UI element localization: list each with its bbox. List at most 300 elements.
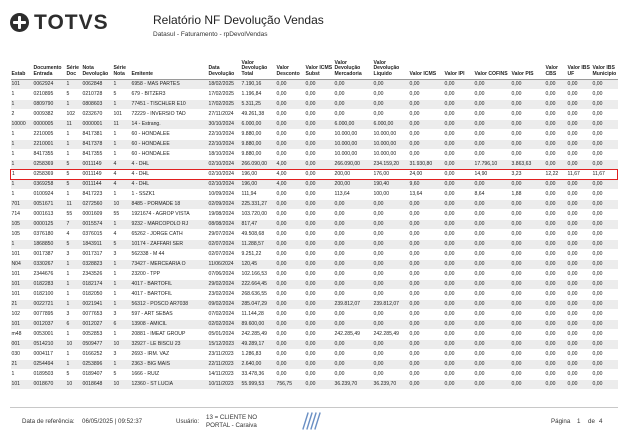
table-cell: 0,00 bbox=[409, 339, 444, 349]
table-cell: 0,00 bbox=[305, 339, 334, 349]
table-cell: 0,00 bbox=[592, 379, 618, 389]
table-row bbox=[11, 189, 618, 199]
table-cell: 1 bbox=[113, 259, 131, 269]
table-cell: 20881 - IMEAT GROUP bbox=[131, 329, 208, 339]
table-cell: 0,00 bbox=[409, 379, 444, 389]
table-cell: 266.090,00 bbox=[334, 159, 373, 169]
table-cell: 0,00 bbox=[444, 369, 474, 379]
table-cell: 0,00 bbox=[567, 379, 592, 389]
table-cell: 1 bbox=[113, 329, 131, 339]
table-cell: 0,00 bbox=[276, 289, 305, 299]
table-cell: 0,00 bbox=[511, 219, 545, 229]
table-row bbox=[11, 129, 618, 139]
table-cell: 0,00 bbox=[545, 339, 567, 349]
table-cell: 32927 - LE BISCU 23 bbox=[131, 339, 208, 349]
table-cell: 0376180 bbox=[33, 229, 66, 239]
table-cell: 0,00 bbox=[567, 89, 592, 99]
table-cell: 0,00 bbox=[545, 219, 567, 229]
table-cell: 0,00 bbox=[334, 249, 373, 259]
table-cell: 0,00 bbox=[444, 149, 474, 159]
table-cell: 36.239,70 bbox=[334, 379, 373, 389]
table-cell: 239.812,07 bbox=[334, 299, 373, 309]
column-header: Documento Entrada bbox=[33, 52, 66, 79]
table-cell: 0,00 bbox=[474, 359, 511, 369]
table-cell: 0017387 bbox=[33, 249, 66, 259]
table-cell: 1 bbox=[66, 189, 82, 199]
table-cell: 102.166,53 bbox=[241, 269, 276, 279]
table-cell: 0015574 bbox=[82, 219, 113, 229]
table-cell: 4,00 bbox=[276, 169, 305, 179]
table-cell: 0,00 bbox=[409, 239, 444, 249]
table-cell: 0,00 bbox=[592, 279, 618, 289]
table-cell: 0,00 bbox=[474, 79, 511, 89]
table-cell: 0,00 bbox=[305, 189, 334, 199]
table-row bbox=[11, 349, 618, 359]
reference-date-label: Data de referência: bbox=[22, 418, 75, 425]
table-cell: 0,00 bbox=[373, 219, 409, 229]
table-cell: 0,00 bbox=[545, 369, 567, 379]
table-cell: 55 bbox=[66, 209, 82, 219]
table-cell: 0,00 bbox=[511, 309, 545, 319]
table-cell: 0,00 bbox=[545, 329, 567, 339]
table-cell: 0,00 bbox=[511, 99, 545, 109]
table-cell: 0,00 bbox=[444, 169, 474, 179]
table-cell: 2210005 bbox=[33, 129, 66, 139]
table-cell: 0,00 bbox=[334, 269, 373, 279]
table-cell: 0,00 bbox=[334, 79, 373, 89]
table-row bbox=[11, 119, 618, 129]
column-header: Valor PIS bbox=[511, 52, 545, 79]
table-cell: 0052853 bbox=[82, 329, 113, 339]
table-cell: 4 bbox=[113, 229, 131, 239]
table-cell: 0,00 bbox=[511, 329, 545, 339]
table-cell: 0062848 bbox=[82, 79, 113, 89]
table-cell: 0,00 bbox=[334, 259, 373, 269]
table-cell: 0,00 bbox=[334, 239, 373, 249]
table-cell: 0,00 bbox=[305, 289, 334, 299]
table-cell: 176,00 bbox=[373, 169, 409, 179]
table-cell: 0,00 bbox=[305, 129, 334, 139]
table-cell: 0,00 bbox=[511, 149, 545, 159]
table-cell: 0,00 bbox=[334, 99, 373, 109]
table-cell: 02/07/2024 bbox=[208, 239, 241, 249]
table-cell: 30/10/2024 bbox=[208, 119, 241, 129]
table-cell: 0,00 bbox=[545, 159, 567, 169]
table-cell: 0,00 bbox=[444, 219, 474, 229]
table-cell: 0,00 bbox=[276, 79, 305, 89]
page-total: 4 bbox=[599, 418, 603, 425]
table-cell: 13908 - AMICIL bbox=[131, 319, 208, 329]
table-cell: 0077895 bbox=[33, 309, 66, 319]
table-cell: 10 bbox=[113, 199, 131, 209]
table-cell: 0,00 bbox=[305, 369, 334, 379]
table-cell: 0,00 bbox=[567, 279, 592, 289]
table-cell: 0,00 bbox=[511, 359, 545, 369]
table-cell: 1 bbox=[66, 289, 82, 299]
table-cell: 266.090,00 bbox=[241, 159, 276, 169]
table-cell: 0,00 bbox=[592, 269, 618, 279]
table-cell: 0,00 bbox=[592, 99, 618, 109]
table-cell: 02/10/2024 bbox=[208, 159, 241, 169]
table-cell: 0,00 bbox=[409, 369, 444, 379]
table-cell: 0,00 bbox=[511, 129, 545, 139]
table-cell: 14/11/2023 bbox=[208, 369, 241, 379]
table-cell: 2363 - BIG MAIS bbox=[131, 359, 208, 369]
table-cell: 0,00 bbox=[373, 339, 409, 349]
table-cell: 8417378 bbox=[82, 139, 113, 149]
table-cell: 11.144,28 bbox=[241, 309, 276, 319]
table-cell: 1666 - RUIZ bbox=[131, 369, 208, 379]
table-cell: 0,00 bbox=[276, 259, 305, 269]
table-cell: 0,00 bbox=[592, 349, 618, 359]
column-header: Valor Devolução Total bbox=[241, 52, 276, 79]
table-cell: 11/06/2024 bbox=[208, 259, 241, 269]
table-cell: 0,00 bbox=[567, 249, 592, 259]
table-cell: 0,00 bbox=[545, 139, 567, 149]
table-cell: 0,00 bbox=[511, 119, 545, 129]
table-cell: 0,00 bbox=[511, 249, 545, 259]
table-cell: 1 bbox=[66, 269, 82, 279]
table-cell: 0,00 bbox=[545, 269, 567, 279]
table-cell: 0,00 bbox=[567, 239, 592, 249]
table-cell: 0,00 bbox=[592, 219, 618, 229]
table-cell: 1 bbox=[11, 239, 33, 249]
table-cell: 268.636,55 bbox=[241, 289, 276, 299]
column-header: Valor ICMS Subst bbox=[305, 52, 334, 79]
column-header: Data Devolução bbox=[208, 52, 241, 79]
table-cell: 0,00 bbox=[305, 279, 334, 289]
totvs-wave-logo-icon bbox=[300, 410, 322, 432]
table-cell: 0,00 bbox=[474, 119, 511, 129]
table-cell: 6 bbox=[66, 319, 82, 329]
table-cell: 0,00 bbox=[545, 279, 567, 289]
table-cell: 10.000,00 bbox=[334, 129, 373, 139]
table-cell: 27/11/2024 bbox=[208, 109, 241, 119]
table-cell: 10 bbox=[113, 379, 131, 389]
table-cell: 89.600,00 bbox=[241, 319, 276, 329]
table-cell: 0166252 bbox=[82, 349, 113, 359]
table-cell: 0051671 bbox=[33, 199, 66, 209]
page-current: 1 bbox=[577, 418, 581, 425]
table-cell: 0,00 bbox=[592, 329, 618, 339]
table-cell: 0,00 bbox=[545, 89, 567, 99]
table-cell: 0,00 bbox=[545, 99, 567, 109]
table-cell: 0018670 bbox=[33, 379, 66, 389]
table-cell: 0,00 bbox=[373, 349, 409, 359]
table-cell: 030 bbox=[11, 349, 33, 359]
table-cell: 0,00 bbox=[592, 119, 618, 129]
table-cell: 0,00 bbox=[305, 199, 334, 209]
table-cell: 0,00 bbox=[305, 149, 334, 159]
table-cell: 6.000,00 bbox=[241, 119, 276, 129]
table-cell: 0,00 bbox=[373, 109, 409, 119]
table-cell: 0,00 bbox=[567, 119, 592, 129]
table-cell: 0,00 bbox=[276, 239, 305, 249]
table-cell: 73427 - MERCEARIA O bbox=[131, 259, 208, 269]
table-cell: 6.000,00 bbox=[334, 119, 373, 129]
table-cell: 5 bbox=[113, 89, 131, 99]
table-cell: 1 bbox=[66, 129, 82, 139]
table-cell: 1.286,83 bbox=[241, 349, 276, 359]
table-cell: 2.640,00 bbox=[241, 359, 276, 369]
table-cell: 0,00 bbox=[545, 299, 567, 309]
table-cell: 0,00 bbox=[276, 339, 305, 349]
table-cell: 0011149 bbox=[82, 159, 113, 169]
table-cell: 49.261,38 bbox=[241, 109, 276, 119]
table-cell: 0000125 bbox=[33, 219, 66, 229]
table-cell: 817,47 bbox=[241, 219, 276, 229]
table-cell: 0,00 bbox=[373, 229, 409, 239]
table-cell: 0018648 bbox=[82, 379, 113, 389]
table-cell: 33.478,36 bbox=[241, 369, 276, 379]
table-cell: 0,00 bbox=[545, 259, 567, 269]
table-cell: 0,00 bbox=[305, 159, 334, 169]
table-cell: 3 bbox=[113, 249, 131, 259]
reference-date-value: 06/05/2025 | 09:52:37 bbox=[82, 418, 143, 425]
table-cell: 0,00 bbox=[373, 279, 409, 289]
table-cell: 0,00 bbox=[474, 239, 511, 249]
table-cell: 0,00 bbox=[334, 369, 373, 379]
table-cell: 0,00 bbox=[444, 209, 474, 219]
table-cell: 0,00 bbox=[276, 269, 305, 279]
table-cell: 0,00 bbox=[409, 219, 444, 229]
table-cell: 0,00 bbox=[592, 129, 618, 139]
table-cell: 1 bbox=[66, 149, 82, 159]
table-cell: 0,00 bbox=[511, 279, 545, 289]
table-cell: 0,00 bbox=[592, 109, 618, 119]
table-cell: 23/11/2023 bbox=[208, 349, 241, 359]
table-cell: 0,00 bbox=[373, 199, 409, 209]
table-cell: 101 bbox=[11, 319, 33, 329]
table-cell: 0,00 bbox=[373, 209, 409, 219]
table-cell: 5 bbox=[66, 169, 82, 179]
table-cell: 17/02/2025 bbox=[208, 89, 241, 99]
table-cell: 0,00 bbox=[334, 349, 373, 359]
table-cell: 6.000,00 bbox=[373, 119, 409, 129]
table-cell: 0,00 bbox=[373, 99, 409, 109]
table-cell: 0,00 bbox=[592, 359, 618, 369]
table-cell: 0,00 bbox=[305, 139, 334, 149]
table-cell: 0,00 bbox=[276, 109, 305, 119]
table-cell: 0,00 bbox=[511, 199, 545, 209]
table-cell: 0,00 bbox=[545, 229, 567, 239]
table-cell: 0,00 bbox=[567, 139, 592, 149]
table-cell: 1 bbox=[11, 159, 33, 169]
table-cell: 0,00 bbox=[592, 209, 618, 219]
table-cell: 1 bbox=[66, 349, 82, 359]
table-cell: 1 bbox=[11, 189, 33, 199]
table-cell: 0,00 bbox=[305, 329, 334, 339]
table-cell: 22/10/2024 bbox=[208, 139, 241, 149]
table-cell: 19/08/2024 bbox=[208, 209, 241, 219]
report-footer bbox=[0, 410, 626, 435]
table-cell: 0,00 bbox=[474, 299, 511, 309]
table-cell: 0,00 bbox=[444, 339, 474, 349]
table-cell: 102 bbox=[66, 109, 82, 119]
table-cell: 0,00 bbox=[474, 209, 511, 219]
table-cell: 1 bbox=[11, 149, 33, 159]
table-row bbox=[11, 279, 618, 289]
table-cell: 5 bbox=[113, 239, 131, 249]
table-cell: 714 bbox=[11, 209, 33, 219]
table-row bbox=[11, 289, 618, 299]
table-cell: 0,00 bbox=[409, 199, 444, 209]
table-cell: 0,00 bbox=[474, 149, 511, 159]
table-cell: 0182283 bbox=[33, 279, 66, 289]
table-cell: 0,00 bbox=[567, 339, 592, 349]
table-cell: 10.000,00 bbox=[373, 139, 409, 149]
table-cell: 9232 - MARCOPOLO RJ bbox=[131, 219, 208, 229]
table-cell: 0,00 bbox=[545, 109, 567, 119]
table-cell: 0,00 bbox=[373, 249, 409, 259]
table-cell: 0,00 bbox=[305, 119, 334, 129]
table-cell: 0,00 bbox=[276, 209, 305, 219]
table-cell: 0,00 bbox=[567, 79, 592, 89]
table-cell: 0189503 bbox=[33, 369, 66, 379]
table-cell: 239.812,07 bbox=[373, 299, 409, 309]
table-cell: 4 - DHL bbox=[131, 159, 208, 169]
table-cell: 0,00 bbox=[276, 359, 305, 369]
table-row bbox=[11, 79, 618, 89]
table-cell: 0,00 bbox=[592, 309, 618, 319]
table-cell: 0,00 bbox=[511, 369, 545, 379]
table-cell: 0,00 bbox=[444, 159, 474, 169]
table-cell: 0,00 bbox=[373, 239, 409, 249]
table-row bbox=[11, 239, 618, 249]
page-of-label: de bbox=[588, 418, 595, 425]
column-header: Valor CBS bbox=[545, 52, 567, 79]
table-cell: 0,00 bbox=[409, 289, 444, 299]
table-cell: 0,00 bbox=[511, 339, 545, 349]
table-cell: 0,00 bbox=[592, 369, 618, 379]
table-cell: 0,00 bbox=[276, 99, 305, 109]
table-cell: 0,00 bbox=[511, 79, 545, 89]
table-cell: 13,64 bbox=[409, 189, 444, 199]
table-cell: 08/08/2024 bbox=[208, 219, 241, 229]
table-cell: 0,00 bbox=[409, 319, 444, 329]
table-cell: 10000 bbox=[11, 119, 33, 129]
table-cell: 0,00 bbox=[592, 319, 618, 329]
table-cell: 0,00 bbox=[444, 249, 474, 259]
user-label: Usuário: bbox=[176, 418, 200, 425]
table-cell: 1843911 bbox=[82, 239, 113, 249]
table-cell: 1 bbox=[66, 99, 82, 109]
table-cell: 0,00 bbox=[511, 139, 545, 149]
table-cell: 0,00 bbox=[334, 359, 373, 369]
table-cell: 0,00 bbox=[305, 169, 334, 179]
table-cell: 0,00 bbox=[305, 379, 334, 389]
table-cell: 0,00 bbox=[592, 299, 618, 309]
table-cell: 105 bbox=[11, 219, 33, 229]
table-cell: 0,00 bbox=[592, 289, 618, 299]
table-cell: 101 bbox=[11, 279, 33, 289]
table-cell: 0000005 bbox=[33, 119, 66, 129]
table-cell: 0328823 bbox=[82, 259, 113, 269]
table-cell: 0,00 bbox=[545, 119, 567, 129]
table-cell: 0,00 bbox=[592, 139, 618, 149]
table-cell: 8485 - PORMADE 18 bbox=[131, 199, 208, 209]
table-cell: 0,00 bbox=[444, 129, 474, 139]
table-cell: 4017 - BARTOFIL bbox=[131, 279, 208, 289]
table-cell: 17/02/2025 bbox=[208, 99, 241, 109]
table-cell: 0,00 bbox=[334, 109, 373, 119]
footer-divider bbox=[10, 407, 618, 408]
table-cell: 0,00 bbox=[373, 259, 409, 269]
table-cell: 0,00 bbox=[444, 239, 474, 249]
table-cell: 0210728 bbox=[82, 89, 113, 99]
table-cell: 0,00 bbox=[545, 359, 567, 369]
table-cell: 0,00 bbox=[567, 369, 592, 379]
table-cell: 0,00 bbox=[567, 109, 592, 119]
table-row bbox=[11, 379, 618, 389]
table-cell: 0,00 bbox=[305, 259, 334, 269]
table-row bbox=[11, 259, 618, 269]
table-cell: 0,00 bbox=[567, 159, 592, 169]
table-cell: 0,00 bbox=[276, 349, 305, 359]
table-cell: 4,00 bbox=[276, 179, 305, 189]
table-cell: 0232670 bbox=[82, 109, 113, 119]
table-cell: 8417223 bbox=[82, 189, 113, 199]
table-row bbox=[11, 159, 618, 169]
table-row bbox=[11, 179, 618, 189]
table-cell: 0,00 bbox=[592, 339, 618, 349]
table-cell: 1 bbox=[113, 189, 131, 199]
table-cell: 55 bbox=[113, 209, 131, 219]
table-cell: 0001613 bbox=[33, 209, 66, 219]
table-cell: 0509477 bbox=[82, 339, 113, 349]
table-cell: 1 bbox=[66, 139, 82, 149]
table-cell: 0,00 bbox=[334, 289, 373, 299]
table-row bbox=[11, 139, 618, 149]
table-cell: 0,00 bbox=[592, 259, 618, 269]
table-cell: 21 bbox=[11, 359, 33, 369]
table-cell: 190,40 bbox=[373, 179, 409, 189]
table-cell: 0,00 bbox=[444, 119, 474, 129]
table-cell: 0,00 bbox=[545, 149, 567, 159]
brand-logo bbox=[10, 13, 109, 32]
table-row bbox=[11, 359, 618, 369]
table-cell: 0,00 bbox=[444, 379, 474, 389]
table-cell: 0,00 bbox=[474, 259, 511, 269]
table-cell: 0,00 bbox=[409, 229, 444, 239]
table-cell: 0,00 bbox=[409, 129, 444, 139]
table-header bbox=[11, 52, 618, 79]
table-row bbox=[11, 219, 618, 229]
table-cell: 02/10/2024 bbox=[208, 179, 241, 189]
table-cell: 3 bbox=[66, 249, 82, 259]
table-cell: 4,00 bbox=[276, 159, 305, 169]
table-cell: 1 bbox=[113, 299, 131, 309]
table-cell: 0,00 bbox=[373, 269, 409, 279]
table-cell: 0,00 bbox=[474, 229, 511, 239]
table-cell: 0,00 bbox=[474, 89, 511, 99]
table-cell: 21 bbox=[11, 299, 33, 309]
table-cell: 1 bbox=[66, 299, 82, 309]
table-cell: 0,00 bbox=[511, 239, 545, 249]
table-cell: 105 bbox=[11, 229, 33, 239]
table-cell: 1 bbox=[11, 139, 33, 149]
table-cell: 0,00 bbox=[305, 359, 334, 369]
table-cell: 14 - Estrang. bbox=[131, 119, 208, 129]
table-cell: 0,00 bbox=[409, 149, 444, 159]
table-cell: 0100924 bbox=[33, 189, 66, 199]
table-cell: 4 bbox=[113, 159, 131, 169]
table-cell: 0253896 bbox=[82, 359, 113, 369]
table-cell: 0,00 bbox=[545, 349, 567, 359]
column-header: Valor ICMS bbox=[409, 52, 444, 79]
table-cell: 0,00 bbox=[545, 129, 567, 139]
table-cell: 18/02/2025 bbox=[208, 79, 241, 89]
